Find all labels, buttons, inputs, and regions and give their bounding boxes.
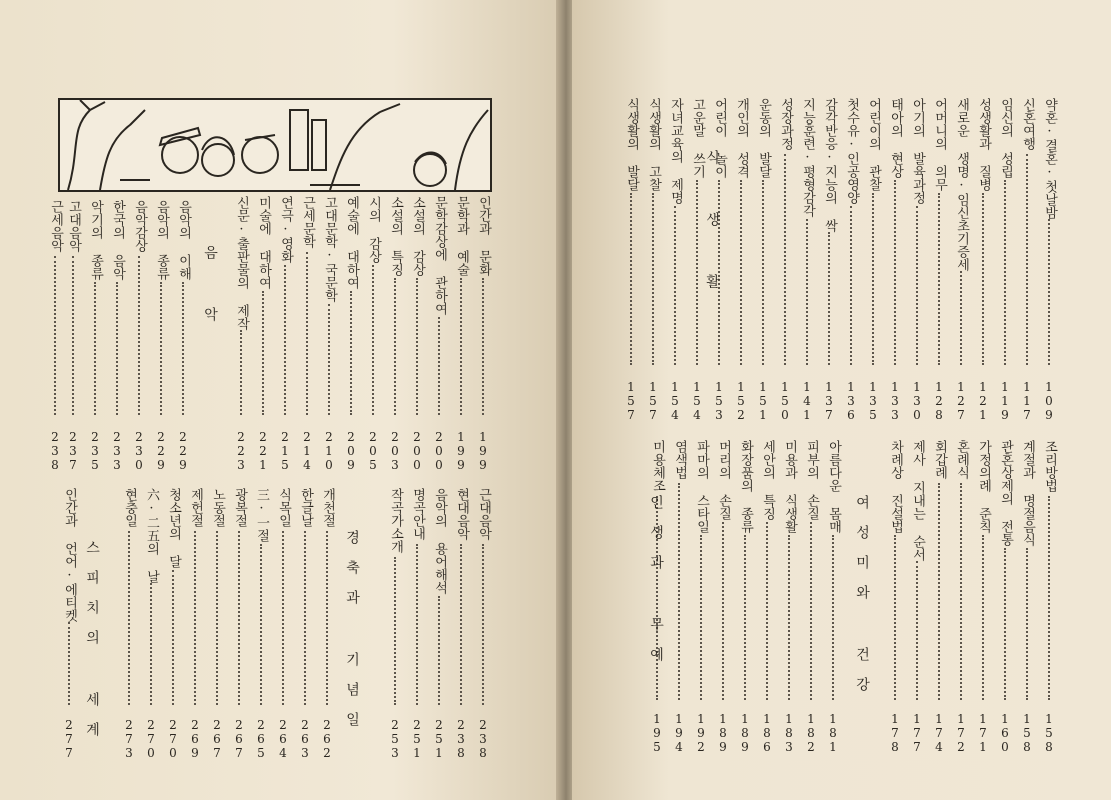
toc-entry[interactable] [668, 0, 690, 800]
section-heading-speech: 스피치의 세계 [84, 540, 100, 752]
toc-page-number: 186 [760, 712, 774, 754]
toc-entry[interactable] [272, 0, 294, 800]
toc-entry-title: 약혼·결혼·첫날밤 [1042, 98, 1057, 219]
toc-page-number: 270 [144, 718, 158, 760]
toc-page-number: 172 [954, 712, 968, 754]
toc-entry-title: 자녀교육의 제명 [668, 98, 683, 204]
toc-leader-dots [982, 535, 984, 700]
toc-entry[interactable] [184, 0, 206, 800]
toc-leader-dots [678, 483, 680, 700]
toc-entry-title: 머리의 손질 [716, 440, 731, 520]
toc-entry-title: 파마의 스타일 [694, 440, 709, 533]
toc-leader-dots [128, 531, 130, 705]
toc-entry-title: 음악의 종류 [154, 200, 169, 280]
toc-entry-title: 개천절 [320, 488, 335, 527]
toc-page-number: 128 [932, 380, 946, 422]
toc-page-number: 269 [188, 718, 202, 760]
toc-entry-title: 근세음악 [48, 200, 63, 252]
toc-entry-title: 한국의 음악 [110, 200, 125, 280]
toc-entry-title: 개인의 성격 [734, 98, 749, 178]
toc-page-number: 119 [998, 380, 1012, 422]
toc-leader-dots [194, 531, 196, 705]
toc-leader-dots [460, 544, 462, 705]
toc-leader-dots [304, 531, 306, 705]
toc-page-number: 171 [976, 712, 990, 754]
toc-entry-title: 근대음악 [476, 488, 491, 540]
toc-entry-title: 태아의 현상 [888, 98, 903, 178]
toc-entry-title: 고대문학·국문학 [322, 196, 337, 302]
toc-entry[interactable] [472, 0, 494, 800]
toc-page-number: 233 [110, 430, 124, 472]
toc-page-number: 263 [298, 718, 312, 760]
toc-page-number: 251 [432, 718, 446, 760]
toc-page-number: 177 [910, 712, 924, 754]
toc-entry[interactable] [712, 0, 734, 800]
toc-entry[interactable] [316, 0, 338, 800]
toc-entry-title: 고대음악 [66, 200, 81, 252]
toc-page-number: 264 [276, 718, 290, 760]
toc-entry-title: 성장과정 [778, 98, 793, 150]
toc-page-number: 277 [62, 718, 76, 760]
toc-entry-title: 명곡안내 [410, 488, 425, 540]
toc-entry-title: 음악의 용어해석 [432, 488, 447, 594]
toc-leader-dots [744, 535, 746, 700]
toc-entry-title: 음악감상 [132, 200, 147, 252]
toc-leader-dots [1004, 548, 1006, 700]
toc-entry-title: 계절과 명절음식 [1020, 440, 1035, 546]
toc-entry-title: 감각반응·지능의 싹 [822, 98, 837, 232]
toc-page-number: 178 [888, 712, 902, 754]
toc-entry-title: 인간과 문화 [476, 196, 491, 276]
toc-leader-dots [326, 531, 328, 705]
toc-page-number: 130 [910, 380, 924, 422]
toc-page-number: 273 [122, 718, 136, 760]
toc-page-number: 221 [256, 430, 270, 472]
toc-page-number: 238 [476, 718, 490, 760]
toc-entry-title: 염색법 [672, 440, 687, 479]
toc-entry[interactable] [294, 0, 316, 800]
toc-entry-title: 식목일 [276, 488, 291, 527]
toc-leader-dots [788, 535, 790, 700]
toc-page-number: 229 [176, 430, 190, 472]
toc-page-number: 251 [410, 718, 424, 760]
toc-page-number: 189 [716, 712, 730, 754]
toc-entry-title: 근세문학 [300, 196, 315, 248]
toc-entry-title: 연극·영화 [278, 196, 293, 263]
toc-entry-title: 제사 지내는 순서 [910, 440, 925, 561]
toc-leader-dots [94, 282, 96, 415]
toc-page-number: 141 [800, 380, 814, 422]
toc-leader-dots [238, 531, 240, 705]
toc-leader-dots [482, 544, 484, 705]
toc-entry[interactable] [646, 0, 668, 800]
toc-page-number: 109 [1042, 380, 1056, 422]
toc-page-number: 117 [1020, 380, 1034, 422]
toc-page-number: 157 [624, 380, 638, 422]
toc-entry-title: 한글날 [298, 488, 313, 527]
toc-entry-title: 문학감상에 관하여 [432, 196, 447, 315]
toc-entry-title: 새로운 생명·임신초기증세 [954, 98, 969, 271]
toc-entry[interactable] [406, 0, 428, 800]
toc-entry-title: 미용체조 [650, 440, 665, 492]
toc-page-number: 133 [888, 380, 902, 422]
section-heading-celebrations: 경축과 기념일 [344, 530, 360, 742]
toc-entry-title: 차례상 진설법 [888, 440, 903, 533]
toc-page-number: 152 [734, 380, 748, 422]
toc-entry[interactable] [1016, 0, 1038, 800]
toc-page-number: 189 [738, 712, 752, 754]
toc-page-number: 158 [1020, 712, 1034, 754]
toc-entry[interactable] [206, 0, 228, 800]
toc-entry-title: 어머니의 의무 [932, 98, 947, 191]
toc-page-number: 223 [234, 430, 248, 472]
toc-page-number: 158 [1042, 712, 1056, 754]
toc-page-number: 154 [690, 380, 704, 422]
toc-entry[interactable] [928, 0, 950, 800]
section-heading-music: 음 악 [202, 245, 218, 337]
toc-page-number: 235 [88, 430, 102, 472]
toc-leader-dots [260, 544, 262, 705]
toc-page-number: 194 [672, 712, 686, 754]
toc-entry-title: 청소년의 달 [166, 488, 181, 568]
toc-entry-title: 어린이 놀이 [712, 98, 727, 178]
toc-page-number: 205 [366, 430, 380, 472]
toc-entry-title: 신문·출판물의 제작 [234, 196, 249, 330]
toc-page-number: 151 [756, 380, 770, 422]
toc-page-number: 215 [278, 430, 292, 472]
toc-entry-title: 인간과 언어·에티켓 [62, 488, 77, 622]
toc-page-number: 199 [454, 430, 468, 472]
toc-leader-dots [438, 596, 440, 705]
toc-page-number: 253 [388, 718, 402, 760]
toc-entry-title: 미술에 대하여 [256, 196, 271, 289]
toc-entry-title: 문학과 예술 [454, 196, 469, 276]
toc-entry-title: 조리방법 [1042, 440, 1057, 492]
toc-leader-dots [54, 256, 56, 415]
toc-entry[interactable] [972, 0, 994, 800]
toc-entry[interactable] [690, 0, 712, 800]
toc-entry-title: 성생활과 질병 [976, 98, 991, 191]
toc-entry-title: 세안의 특징 [760, 440, 775, 520]
toc-page-number: 214 [300, 430, 314, 472]
toc-entry[interactable] [756, 0, 778, 800]
toc-leader-dots [938, 483, 940, 700]
toc-page-number: 121 [976, 380, 990, 422]
toc-page-number: 195 [650, 712, 664, 754]
toc-leader-dots [700, 535, 702, 700]
toc-page-number: 192 [694, 712, 708, 754]
toc-entry-title: 현충일 [122, 488, 137, 527]
toc-leader-dots [416, 544, 418, 705]
toc-page-number: 267 [232, 718, 246, 760]
toc-entry-title: 미용과 식생활 [782, 440, 797, 533]
toc-entry-title: 신혼여행 [1020, 98, 1035, 150]
toc-entry-title: 제헌절 [188, 488, 203, 527]
toc-entry[interactable] [428, 0, 450, 800]
toc-page-number: 199 [476, 430, 490, 472]
toc-page-number: 200 [432, 430, 446, 472]
toc-page-number: 127 [954, 380, 968, 422]
toc-entry-title: 三·一절 [254, 488, 269, 542]
toc-leader-dots [960, 483, 962, 700]
toc-page-number: 135 [866, 380, 880, 422]
toc-entry[interactable] [140, 0, 162, 800]
toc-page-number: 150 [778, 380, 792, 422]
toc-leader-dots [894, 535, 896, 700]
toc-entry-title: 광복절 [232, 488, 247, 527]
toc-entry-title: 지능훈련·평형감각 [800, 98, 815, 217]
toc-entry[interactable] [1038, 0, 1060, 800]
toc-entry[interactable] [734, 0, 756, 800]
toc-page-number: 265 [254, 718, 268, 760]
toc-page-number: 200 [410, 430, 424, 472]
toc-leader-dots [916, 561, 918, 700]
toc-entry-title: 식생활의 발달 [624, 98, 639, 191]
toc-entry-title: 악기의 종류 [88, 200, 103, 280]
toc-leader-dots [722, 522, 724, 700]
section-heading-beauty: 여성미와 건강 [854, 495, 870, 707]
toc-page-number: 136 [844, 380, 858, 422]
toc-page-number: 237 [66, 430, 80, 472]
toc-entry-title: 작곡가소개 [388, 488, 403, 553]
toc-leader-dots [350, 291, 352, 415]
toc-page-number: 153 [712, 380, 726, 422]
toc-entry[interactable] [620, 0, 642, 800]
toc-leader-dots [630, 193, 632, 365]
toc-page-number: 154 [668, 380, 682, 422]
toc-leader-dots [872, 193, 874, 365]
toc-page-number: 183 [782, 712, 796, 754]
section-heading-etiquette: 인생과 무예 [648, 495, 664, 677]
toc-entry-title: 음악의 이해 [176, 200, 191, 280]
toc-entry[interactable] [800, 0, 822, 800]
toc-leader-dots [150, 583, 152, 705]
toc-entry[interactable] [950, 0, 972, 800]
toc-entry-title: 시의 감상 [366, 196, 381, 263]
toc-entry-title: 첫수유·인공영양 [844, 98, 859, 204]
toc-entry[interactable] [162, 0, 184, 800]
toc-leader-dots [172, 570, 174, 705]
toc-page-number: 157 [646, 380, 660, 422]
toc-entry-title: 관혼상제의 전통 [998, 440, 1013, 546]
toc-entry[interactable] [822, 0, 844, 800]
toc-page-number: 210 [322, 430, 336, 472]
toc-entry[interactable] [906, 0, 928, 800]
toc-page-number: 267 [210, 718, 224, 760]
toc-entry[interactable] [118, 0, 140, 800]
toc-page-number: 174 [932, 712, 946, 754]
toc-leader-dots [766, 522, 768, 700]
toc-entry-title: 현대음악 [454, 488, 469, 540]
toc-page-number: 270 [166, 718, 180, 760]
toc-page-number: 262 [320, 718, 334, 760]
toc-entry[interactable] [450, 0, 472, 800]
toc-page-number: 181 [826, 712, 840, 754]
toc-entry[interactable] [250, 0, 272, 800]
toc-entry-title: 六·二五의 날 [144, 488, 159, 583]
toc-leader-dots [372, 265, 374, 415]
toc-leader-dots [282, 531, 284, 705]
toc-leader-dots [1026, 548, 1028, 700]
toc-entry-title: 피부의 손질 [804, 440, 819, 520]
toc-page-number: 229 [154, 430, 168, 472]
toc-entry-title: 운동의 발달 [756, 98, 771, 178]
toc-page-number: 238 [454, 718, 468, 760]
toc-leader-dots [1048, 496, 1050, 700]
toc-page-number: 137 [822, 380, 836, 422]
toc-entry-title: 고운말 쓰기 [690, 98, 705, 178]
right-page [572, 0, 1111, 800]
toc-entry[interactable] [994, 0, 1016, 800]
toc-leader-dots [394, 557, 396, 705]
toc-page-number: 238 [48, 430, 62, 472]
toc-entry[interactable] [228, 0, 250, 800]
toc-entry[interactable] [362, 0, 384, 800]
toc-entry-title: 가정의례 준칙 [976, 440, 991, 533]
toc-entry[interactable] [384, 0, 406, 800]
toc-entry-title: 소설의 감상 [410, 196, 425, 276]
toc-leader-dots [850, 206, 852, 365]
toc-leader-dots [68, 622, 70, 705]
toc-entry[interactable] [778, 0, 800, 800]
toc-page-number: 230 [132, 430, 146, 472]
toc-entry-title: 소설의 특징 [388, 196, 403, 276]
toc-entry[interactable] [58, 0, 80, 800]
toc-entry[interactable] [884, 0, 906, 800]
toc-entry-title: 어린이의 관찰 [866, 98, 881, 191]
toc-leader-dots [832, 535, 834, 700]
toc-entry-title: 아름다운 몸매 [826, 440, 841, 533]
toc-entry-title: 예술에 대하여 [344, 196, 359, 289]
toc-leader-dots [810, 522, 812, 700]
toc-entry-title: 식생활의 고찰 [646, 98, 661, 191]
toc-entry-title: 화장품의 종류 [738, 440, 753, 533]
toc-leader-dots [216, 531, 218, 705]
toc-entry-title: 임신의 성립 [998, 98, 1013, 178]
toc-entry-title: 혼례식 [954, 440, 969, 479]
toc-page-number: 160 [998, 712, 1012, 754]
toc-entry-title: 회갑례 [932, 440, 947, 479]
toc-page-number: 203 [388, 430, 402, 472]
toc-page-number: 182 [804, 712, 818, 754]
toc-entry-title: 노동절 [210, 488, 225, 527]
toc-page-number: 209 [344, 430, 358, 472]
toc-entry-title: 아기의 발육과정 [910, 98, 925, 204]
section-heading-food-life: 식 생 활 [704, 150, 720, 304]
